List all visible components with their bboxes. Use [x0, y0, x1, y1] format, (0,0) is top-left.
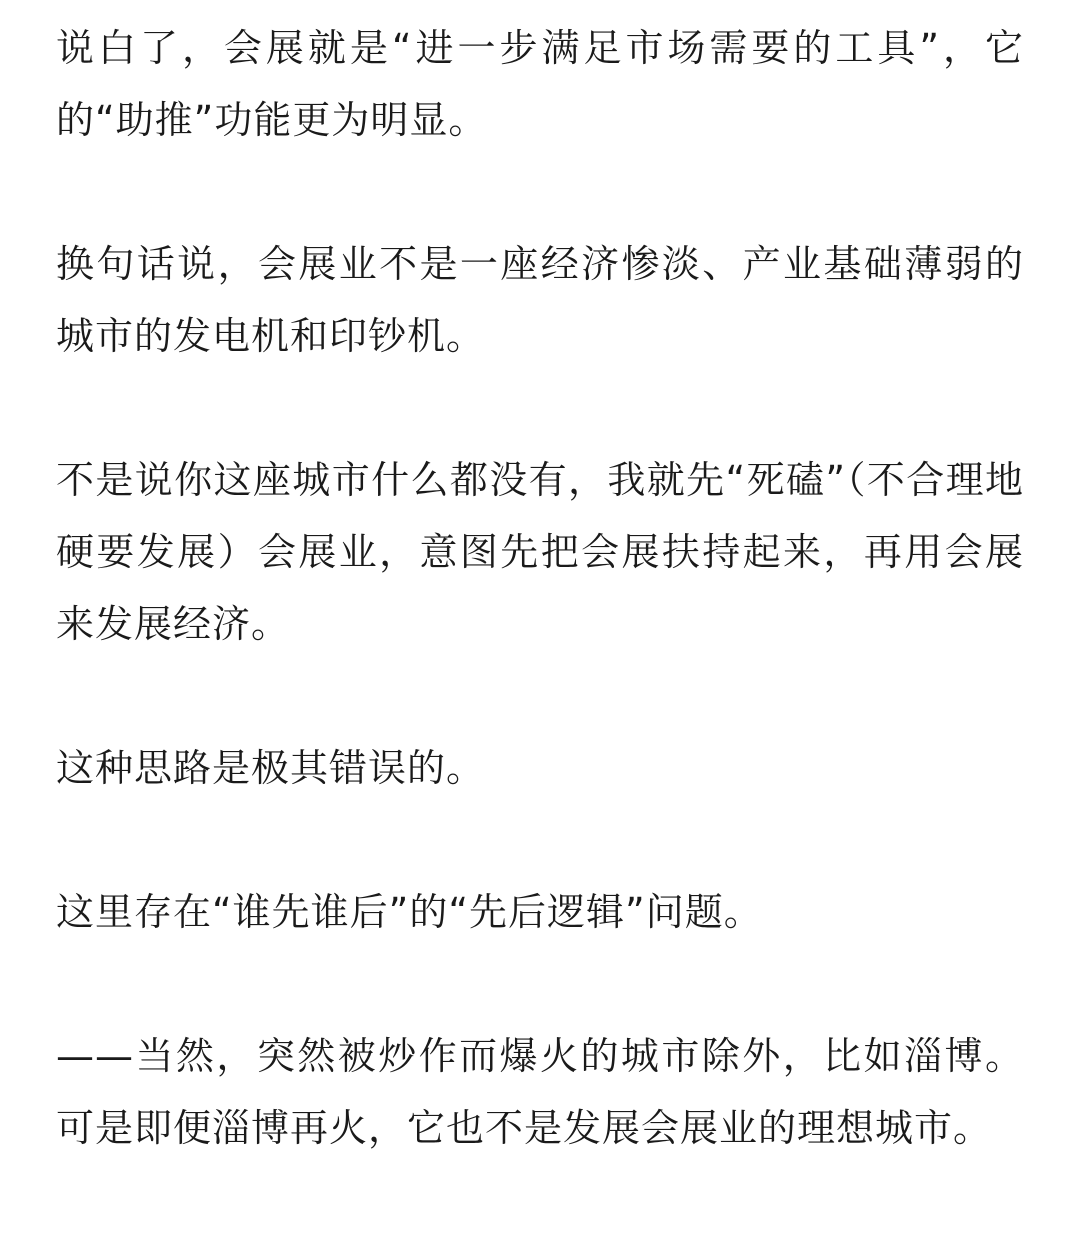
paragraph: 换句话说，会展业不是一座经济惨淡、产业基础薄弱的城市的发电机和印钞机。 [56, 242, 1024, 358]
paragraph: 这种思路是极其错误的。 [56, 746, 486, 790]
paragraph: 这里存在“谁先谁后”的“先后逻辑”问题。 [56, 890, 763, 934]
paragraph: 说白了，会展就是“进一步满足市场需要的工具”，它的“助推”功能更为明显。 [56, 26, 1024, 142]
paragraph: ——当然，突然被炒作而爆火的城市除外，比如淄博。可是即便淄博再火，它也不是发展会展业的理想城市。 [56, 1034, 1024, 1150]
article-body [56, 12, 1024, 1164]
paragraph: 不是说你这座城市什么都没有，我就先“死磕”（不合理地硬要发展）会展业，意图先把会展扶持起来，再用会展来发展经济。 [56, 458, 1024, 646]
